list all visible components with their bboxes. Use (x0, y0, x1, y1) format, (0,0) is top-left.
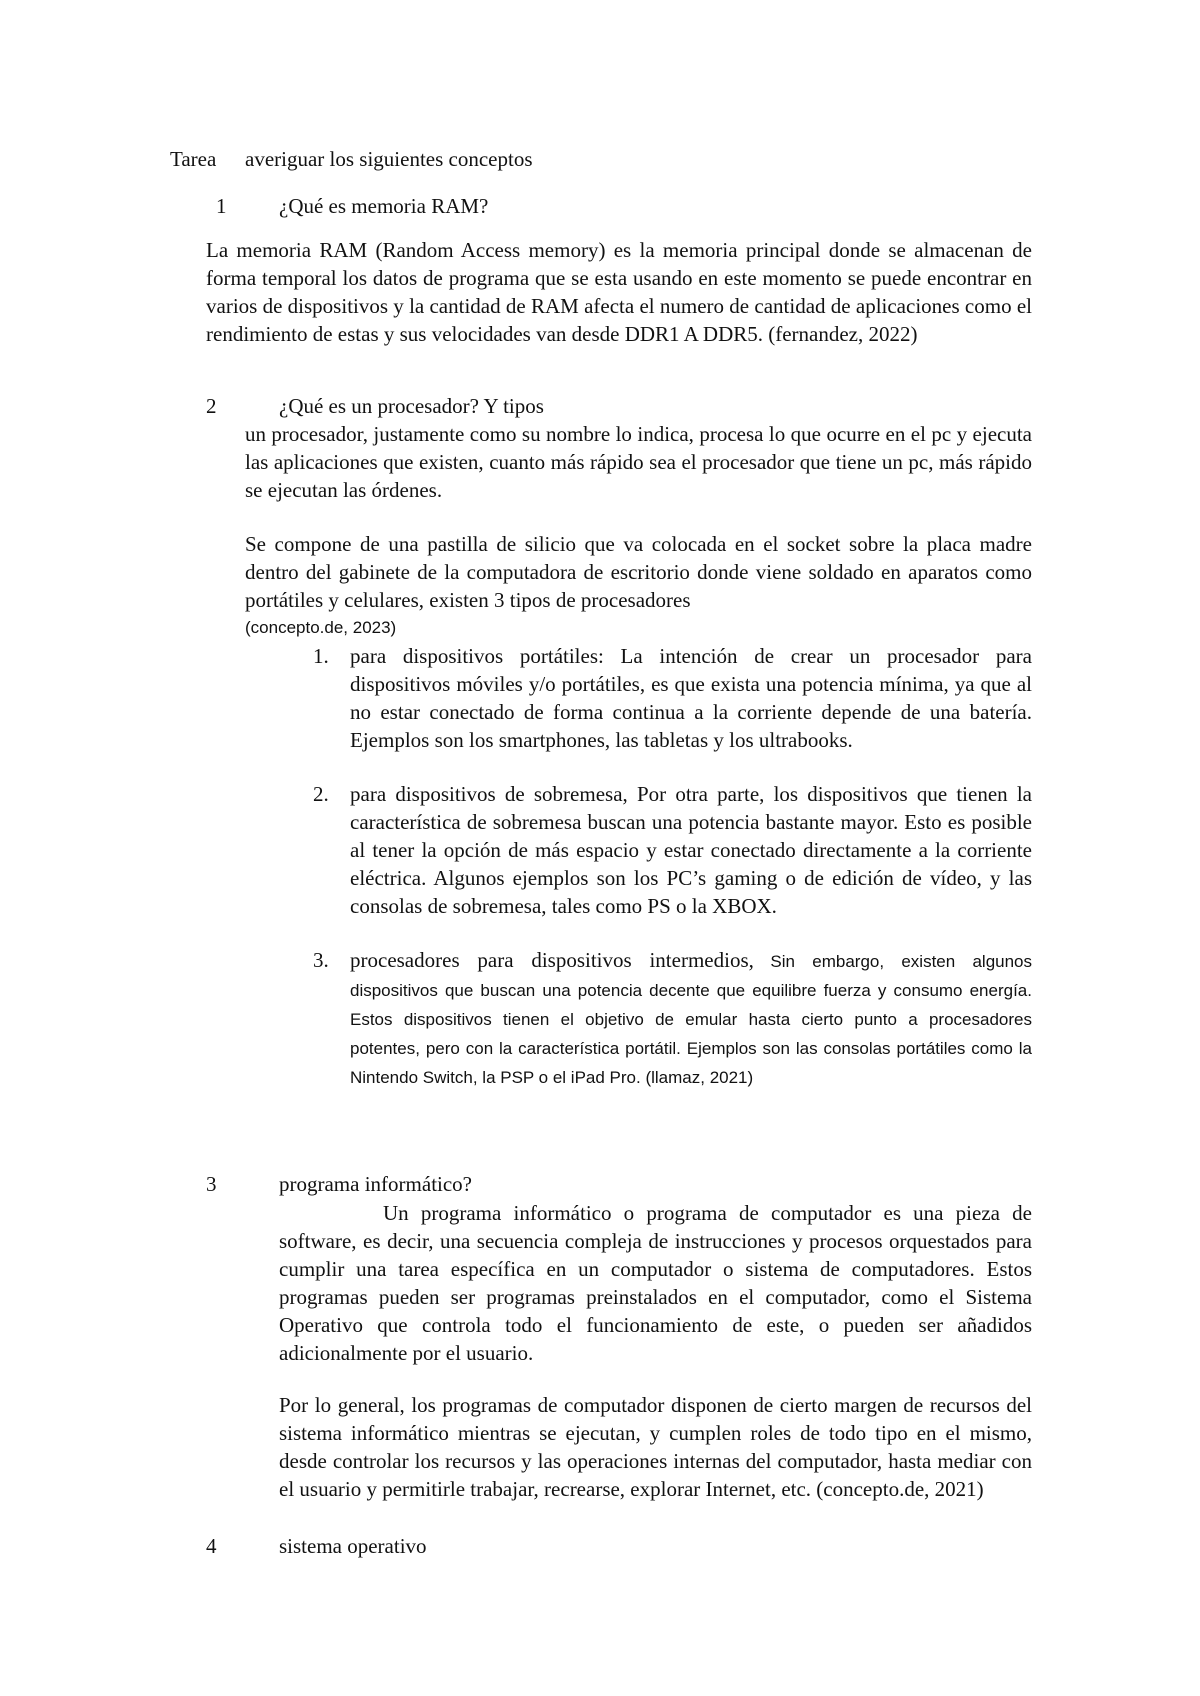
answer-paragraph: un procesador, justamente como su nombre lo indica, procesa lo que ocurre en el pc y ejecuta las aplicaciones que existen, cuanto más rápido sea el procesador que tiene un pc, más rápido se ejecutan las órdenes. (245, 422, 1032, 502)
list-marker: 3. (313, 948, 329, 972)
list-item: para dispositivos portátiles: La intención de crear un procesador para dispositivos móviles y/o portátiles, es que exista una potencia mínima, ya que al no estar conectado de forma continua a la corriente depende de una batería. Ejemplos son los smartphones, las tabletas y los ultrabooks. (350, 644, 1032, 752)
answer-paragraph: La memoria RAM (Random Access memory) es la memoria principal donde se almacenan de forma temporal los datos de programa que se esta usando en este momento se puede encontrar en varios de dispositivos y la cantidad de RAM afecta el numero de cantidad de aplicaciones como el rendimiento de estas y sus velocidades van desde DDR1 A DDR5. (fernandez, 2022) (206, 238, 1032, 346)
answer-paragraph: Se compone de una pastilla de silicio que va colocada en el socket sobre la placa madre dentro del gabinete de la computadora de escritorio donde viene soldado en aparatos como portátiles y celulares, existen 3 tipos de procesadores (245, 532, 1032, 612)
answer-paragraph: Un programa informático o programa de computador es una pieza de software, es decir, una secuencia compleja de instrucciones y procesos orquestados para cumplir una tarea específica en un computador o sistema de computadores. Estos programas pueden ser programas preinstalados en el computador, como el Sistema Operativo que controla todo el funcionamiento de este, o pueden ser añadidos adicionalmente por el usuario. (279, 1201, 1032, 1365)
list-item: para dispositivos de sobremesa, Por otra parte, los dispositivos que tienen la característica de sobremesa buscan una potencia bastante mayor. Esto es posible al tener la opción de más espacio y estar conectado directamente a la corriente eléctrica. Algunos ejemplos son los PC’s gaming o de edición de vídeo, y las consolas de sobremesa, tales como PS o la XBOX. (350, 782, 1032, 918)
list-item-lead: procesadores para dispositivos intermedios, (350, 948, 754, 972)
list-marker: 2. (313, 782, 329, 806)
question-heading: sistema operativo (279, 1534, 427, 1558)
answer-paragraph: Por lo general, los programas de computador disponen de cierto margen de recursos del sistema informático mientras se ejecutan, y cumplen roles de todo tipo en el mismo, desde controlar los recursos y las operaciones internas del computador, hasta mediar con el usuario y permitirle trabajar, recrearse, explorar Internet, etc. (concepto.de, 2021) (279, 1393, 1032, 1501)
list-item-body: Sin embargo, existen algunos dispositivos que buscan una potencia decente que equilibre fuerza y consumo energía. Estos dispositivos tienen el objetivo de emular hasta cierto punto a procesadores potentes, pero con la característica portátil. Ejemplos son las consolas portátiles como la Nintendo Switch, la PSP o el iPad Pro. (llamaz, 2021) (350, 952, 1033, 1087)
page-title: averiguar los siguientes conceptos (245, 147, 533, 171)
citation: (concepto.de, 2023) (245, 618, 397, 637)
question-heading: ¿Qué es memoria RAM? (279, 194, 489, 218)
list-item (350, 946, 1032, 1093)
tarea-label: Tarea (170, 147, 217, 171)
question-heading: programa informático? (279, 1172, 472, 1196)
question-heading: ¿Qué es un procesador? Y tipos (279, 394, 544, 418)
question-number: 3 (206, 1172, 217, 1196)
question-number: 2 (206, 394, 217, 418)
question-number: 1 (216, 194, 227, 218)
question-number: 4 (206, 1534, 217, 1558)
list-marker: 1. (313, 644, 329, 668)
page-header (170, 145, 216, 173)
